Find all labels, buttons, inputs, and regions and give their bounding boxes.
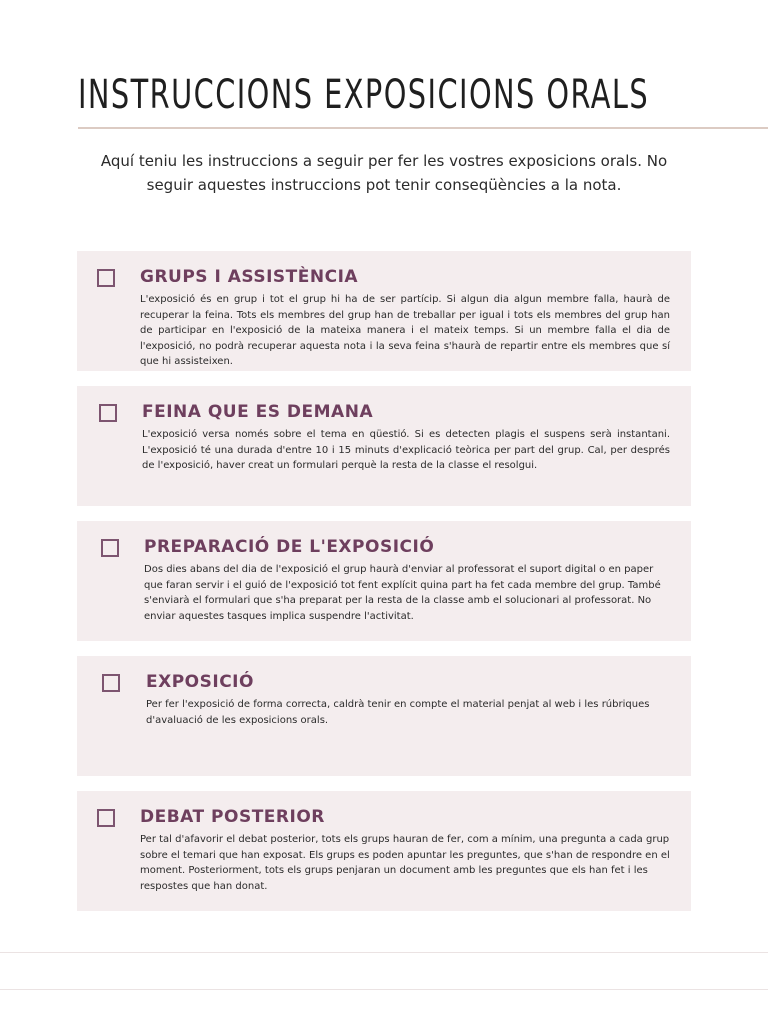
section-checkbox[interactable] bbox=[101, 539, 119, 557]
section-heading: GRUPS I ASSISTÈNCIA bbox=[140, 267, 359, 287]
section-text: Dos dies abans del dia de l'exposició el grup haurà d'enviar al professorat el suport digital o en paper que faran servir i el guió de l'exposició tot fent explícit quina part ha fet cada membre del grup. També s'enviarà el formulari que s'ha preparat per la resta de la classe amb el solucionari al professorat. No enviar aquestes tasques implica suspendre l'activitat. bbox=[144, 564, 661, 622]
footer-divider bbox=[0, 952, 768, 953]
title-divider bbox=[78, 127, 768, 129]
section-heading: DEBAT POSTERIOR bbox=[140, 807, 325, 827]
section-checkbox[interactable] bbox=[102, 674, 120, 692]
section-text: L'exposició és en grup i tot el grup hi ha de ser partícip. Si algun dia algun membre falla, haurà de recuperar la feina. Tots els membres del grup han de treballar per igual i tots els membres del grup han de participar en l'exposició de la mateixa manera i el mateix temps. Si un membre falla el dia de l'exposició, no podrà recuperar aquesta nota i la seva feina s'haurà de repartir entre els membres que sí que hi assisteixen. bbox=[140, 294, 670, 367]
footer-divider bbox=[0, 989, 768, 990]
section-heading: FEINA QUE ES DEMANA bbox=[142, 402, 374, 422]
page-title: INSTRUCCIONS EXPOSICIONS ORALS bbox=[78, 72, 650, 118]
section-checkbox[interactable] bbox=[99, 404, 117, 422]
section-card-preparacio bbox=[77, 521, 691, 641]
section-heading: EXPOSICIÓ bbox=[146, 672, 254, 692]
section-card-grups bbox=[77, 251, 691, 371]
section-text: Per fer l'exposició de forma correcta, caldrà tenir en compte el material penjat al web i les rúbriques d'avaluació de les exposicions orals. bbox=[146, 699, 650, 726]
section-heading: PREPARACIÓ DE L'EXPOSICIÓ bbox=[144, 537, 435, 557]
section-card-feina bbox=[77, 386, 691, 506]
section-checkbox[interactable] bbox=[97, 809, 115, 827]
section-checkbox[interactable] bbox=[97, 269, 115, 287]
section-text: L'exposició versa només sobre el tema en qüestió. Si es detecten plagis el suspens serà instantani. L'exposició té una durada d'entre 10 i 15 minuts d'explicació teòrica per part del grup. Cal, per després de l'exposició, haver creat un formulari perquè la resta de la classe el resolgui. bbox=[142, 429, 670, 471]
intro-text: Aquí teniu les instruccions a seguir per fer les vostres exposicions orals. No seguir aquestes instruccions pot tenir conseqüències a la nota. bbox=[100, 152, 668, 194]
section-text: Per tal d'afavorir el debat posterior, tots els grups hauran de fer, com a mínim, una pregunta a cada grup sobre el temari que han exposat. Els grups es poden apuntar les preguntes, que s'han de respondre en el moment. Posteriorment, tots els grups penjaran un document amb les preguntes que els han fet i les respostes que han donat. bbox=[140, 834, 670, 892]
section-card-debat bbox=[77, 791, 691, 911]
section-card-exposicio bbox=[77, 656, 691, 776]
